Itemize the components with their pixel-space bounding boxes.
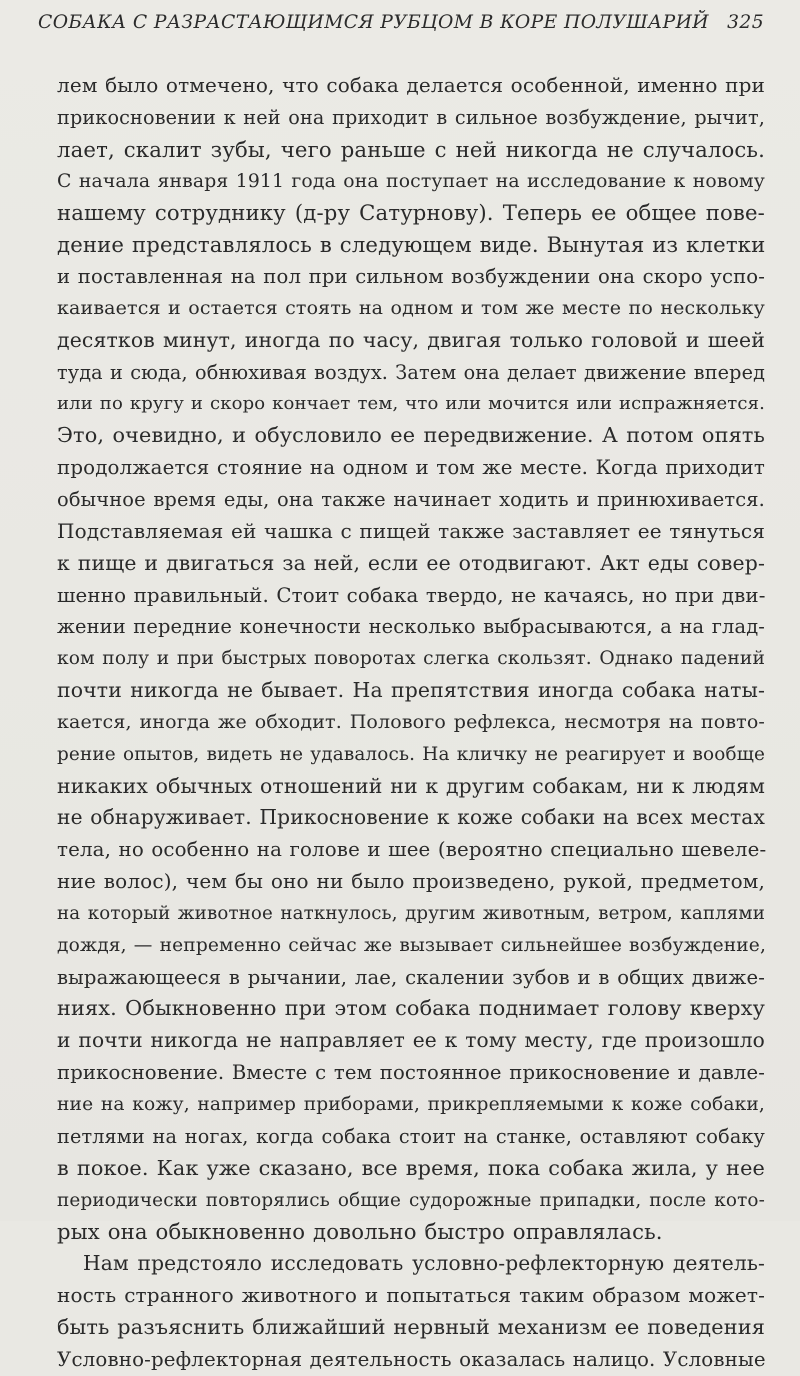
text-line: в покое. Как уже сказано, все время, пока собака жила, у нее <box>57 1155 765 1180</box>
page-number: 325 <box>727 12 764 33</box>
text-line-paragraph-end: рых она обыкновенно довольно быстро оправлялась. <box>57 1219 663 1245</box>
text-line: или по кругу и скоро кончает тем, что или мочится или испражняется. <box>57 393 765 415</box>
text-line: дождя, — непременно сейчас же вызывает сильнейшее возбуждение, <box>57 934 767 956</box>
running-head <box>38 12 764 42</box>
text-line: продолжается стояние на одном и том же месте. Когда приходит <box>57 456 765 480</box>
text-line: ность странного животного и попытаться таким образом может- <box>57 1283 765 1308</box>
text-line: и почти никогда не направляет ее к тому месту, где произошло <box>57 1028 765 1053</box>
text-line-paragraph-start: Нам предстояло исследовать условно-рефлекторную деятель- <box>83 1251 765 1276</box>
text-line: туда и сюда, обнюхивая воздух. Затем она делает движение вперед <box>57 360 766 384</box>
text-line: периодически повторялись общие судорожные припадки, после кото- <box>57 1189 765 1211</box>
text-line: быть разъяснить ближайший нервный механизм ее поведения <box>57 1314 765 1339</box>
text-line: лает, скалит зубы, чего раньше с ней никогда не случалось. <box>57 136 765 162</box>
text-line: обычное время еды, она также начинает ходить и принюхивается. <box>57 487 765 511</box>
text-line: нашему сотруднику (д-ру Сатурнову). Теперь ее общее пове- <box>57 200 765 226</box>
text-line: и поставленная на пол при сильном возбуждении она скоро успо- <box>57 265 765 289</box>
text-line: ние на кожу, например приборами, прикрепляемыми к коже собаки, <box>57 1094 765 1115</box>
text-line: ниях. Обыкновенно при этом собака поднимает голову кверху <box>57 996 765 1021</box>
text-line: ком полу и при быстрых поворотах слегка скользят. Однако падений <box>57 648 765 670</box>
text-line: лем было отмечено, что собака делается особенной, именно при <box>57 73 765 97</box>
text-line: ние волос), чем бы оно ни было произведено, рукой, предметом, <box>57 869 765 894</box>
text-line: кается, иногда же обходит. Полового рефлекса, несмотря на повто- <box>57 710 765 733</box>
text-line: петлями на ногах, когда собака стоит на станке, оставляют собаку <box>57 1124 765 1148</box>
text-line: десятков минут, иногда по часу, двигая только головой и шеей <box>57 327 765 352</box>
text-line: Это, очевидно, и обусловило ее передвижение. А потом опять <box>57 423 765 448</box>
text-line: дение представлялось в следующем виде. Вынутая из клетки <box>57 232 766 258</box>
text-line: не обнаруживает. Прикосновение к коже собаки на всех местах <box>57 805 765 830</box>
text-line: никаких обычных отношений ни к другим собакам, ни к людям <box>57 773 765 798</box>
text-line: жении передние конечности несколько выбрасываются, а на глад- <box>57 615 765 639</box>
text-line: прикосновении к ней она приходит в сильное возбуждение, рычит, <box>57 105 765 129</box>
text-line: тела, но особенно на голове и шее (вероятно специально шевеле- <box>57 838 767 862</box>
text-line: каивается и остается стоять на одном и том же месте по нескольку <box>57 296 765 319</box>
text-line: на который животное наткнулось, другим животным, ветром, каплями <box>57 902 765 924</box>
text-line: к пище и двигаться за ней, если ее отодвигают. Акт еды совер- <box>57 550 765 575</box>
text-line: почти никогда не бывает. На препятствия иногда собака наты- <box>57 678 765 703</box>
text-line: рение опытов, видеть не удавалось. На кличку не реагирует и вообще <box>57 743 765 765</box>
text-line: шенно правильный. Стоит собака твердо, не качаясь, но при дви- <box>57 583 766 607</box>
text-line: прикосновение. Вместе с тем постоянное прикосновение и давле- <box>57 1061 765 1085</box>
text-line: выражающееся в рычании, лае, скалении зубов и в общих движе- <box>57 965 765 989</box>
body-text <box>57 70 765 1376</box>
chapter-title: СОБАКА С РАЗРАСТАЮЩИМСЯ РУБЦОМ В КОРЕ ПОЛУШАРИЙ <box>38 12 709 33</box>
text-line: Подставляемая ей чашка с пищей также заставляет ее тянуться <box>57 518 765 543</box>
text-line: С начала января 1911 года она поступает на исследование к новому <box>57 170 765 192</box>
text-line: Условно-рефлекторная деятельность оказалась налицо. Условные <box>57 1347 766 1371</box>
